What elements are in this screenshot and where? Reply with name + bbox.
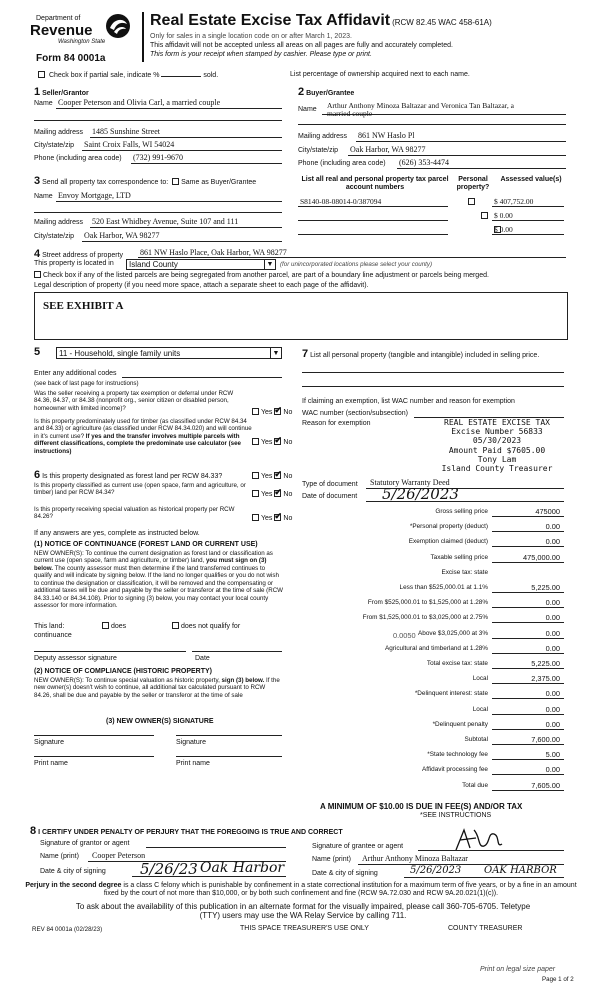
grantor-name-label: Name (print): [40, 853, 79, 860]
tax-row-label: Excise tax: state: [441, 569, 488, 576]
tax-row-value[interactable]: 2,375.00: [531, 674, 560, 683]
buyer-name-line1[interactable]: Arthur Anthony Minoza Baltazar and Veronica Tan Baltazar, a: [327, 101, 514, 110]
tax-row-value[interactable]: 0.00: [545, 705, 560, 714]
tax-row-value[interactable]: 475000: [535, 507, 560, 516]
certify-heading: 8 I CERTIFY UNDER PENALTY OF PERJURY THAT THE FOREGOING IS TRUE AND CORRECT: [30, 825, 343, 837]
buyer-phone[interactable]: (626) 353-4474: [399, 158, 449, 167]
wac-intro: If claiming an exemption, list WAC number and reason for exemption: [302, 398, 515, 405]
tax-row-label: Less than $525,000.01 at 1.1%: [399, 584, 488, 591]
tax-row-value[interactable]: 5,225.00: [531, 583, 560, 592]
assessed-value[interactable]: $ 0.00: [494, 211, 513, 220]
stamp-line-1: REAL ESTATE EXCISE TAX: [444, 418, 550, 427]
partial-pct-field[interactable]: [161, 76, 201, 77]
tax-row-label: Above $3,025,000 at 3%: [418, 630, 488, 637]
stamp-line-5: Tony Lam: [477, 454, 517, 464]
tax-row-label: *Personal property (deduct): [409, 523, 488, 530]
owner-print-field-2[interactable]: [176, 756, 282, 757]
exemption-question: Was the seller receiving a property tax exemption or deferral under RCW 84.36, 84.37, or 84.38 (nonprofit org., senior citizen or disabled person, homeowner with limited income)?: [34, 390, 234, 412]
grantor-city[interactable]: Oak Harbor: [200, 860, 285, 876]
tax-row-label: Local: [472, 706, 488, 713]
owner-signature-field-1[interactable]: [34, 735, 154, 736]
legal-description-text: SEE EXHIBIT A: [43, 300, 124, 312]
doc-date[interactable]: 5/26/2023: [382, 485, 459, 503]
see-instructions-note: *SEE INSTRUCTIONS: [420, 812, 492, 819]
land-use-select[interactable]: 11 - Household, single family units ▼: [56, 347, 282, 359]
tax-row-label: Local: [472, 675, 488, 682]
owner-signature-label-1: Signature: [34, 739, 64, 746]
deputy-signature-field[interactable]: [34, 651, 186, 652]
additional-codes-label: Enter any additional codes: [34, 370, 117, 377]
seller-mail-label: Mailing address: [34, 129, 84, 136]
wa-logo-icon: [104, 12, 132, 40]
logo-dept-line1: Department of: [36, 15, 81, 22]
tax-row-value[interactable]: 475,000.00: [523, 553, 560, 562]
tax-row-label: Affidavit processing fee: [422, 766, 488, 773]
revision-label: REV 84 0001a (02/28/23): [32, 926, 103, 933]
seller-city-label: City/state/zip: [34, 142, 75, 149]
tax-row-value[interactable]: 0.00: [545, 720, 560, 729]
local-rate[interactable]: 0.0050: [393, 631, 416, 640]
title-ref: (RCW 82.45 WAC 458-61A): [392, 18, 492, 27]
tax-row-label: Total excise tax: state: [426, 660, 488, 667]
header-note-2: This affidavit will not be accepted unless all areas on all pages are fully and accurately completed.: [150, 42, 453, 49]
compliance-text: NEW OWNER(S): To continue special valuation as historic property, sign (3) below. If the new owner(s) doesn't wish to continue, all additional tax calculated pursuant to RCW 84.26, shall be due and payable by the seller or transferor at the time of sale: [34, 677, 280, 699]
header-divider: [142, 12, 144, 62]
logo-dept-line2: Revenue: [30, 22, 93, 39]
owner-print-field-1[interactable]: [34, 756, 154, 757]
codes-note: (see back of last page for instructions): [34, 380, 139, 387]
chevron-down-icon: ▼: [270, 348, 281, 358]
tax-row-label: From $525,000.01 to $1,525,000 at 1.28%: [367, 599, 488, 606]
buyer-name-line2[interactable]: married couple: [327, 109, 373, 118]
perjury-note: Perjury in the second degree is a class C felony which is punishable by confinement in a state correctional institution for a maximum term of five years, or by a fine in an amount fixed by the court of not more than $10,000, or by both such confinement and fine (RCW 9A.72.030 and RCW 9A.20.021(1)(c)).: [25, 882, 577, 898]
forest-question: 6 Is this property designated as forest land per RCW 84.33?: [34, 469, 223, 481]
historic-question: Is this property receiving special valuation as historical property per RCW 84.26?: [34, 506, 235, 521]
tax-row-label: Total due: [462, 782, 488, 789]
answers-intro: If any answers are yes, complete as instructed below.: [34, 530, 200, 537]
stamp-line-3: 05/30/2023: [472, 436, 522, 446]
grantee-signature-field[interactable]: [418, 850, 564, 851]
continuance-heading: (1) NOTICE OF CONTINUANCE (FOREST LAND OR CURRENT USE): [34, 541, 258, 548]
timber-question: Is this property predominately used for timber (as classified under RCW 84.34 and 84.33) or agriculture (as classified under RCW 84.34.020) and will continue in it's current use? If yes and the transfer involves multiple parcels with different classifications, complete the predominate use calculator (see instructions): [34, 418, 252, 455]
stamp-line-6: Island County Treasurer: [441, 463, 553, 473]
street-row: 4 Street address of property: [34, 248, 124, 260]
tax-row-label: *Delinquent penalty: [432, 721, 488, 728]
seller-phone-label: Phone (including area code): [34, 155, 122, 162]
legal-description-box[interactable]: [34, 292, 568, 340]
alt-format-line-2: (TTY) users may use the WA Relay Service by calling 711.: [199, 911, 407, 920]
exemption-answer: Yes✔ No: [250, 408, 292, 417]
exemption-reason-label: Reason for exemption: [302, 420, 371, 427]
grantor-signature-field[interactable]: [146, 847, 286, 848]
logo-dept-line3: Washington State: [58, 39, 106, 45]
forest-no-checkbox[interactable]: [274, 472, 281, 479]
tax-corr-city[interactable]: Oak Harbor, WA 98277: [84, 231, 160, 240]
tax-row-value[interactable]: 0.00: [545, 522, 560, 531]
exemption-no-checkbox[interactable]: [274, 408, 281, 415]
tax-row-label: *Delinquent interest: state: [414, 690, 488, 697]
chevron-down-icon: ▼: [264, 260, 275, 269]
grantee-name-label: Name (print): [312, 856, 351, 863]
timber-no-checkbox[interactable]: [274, 438, 281, 445]
forest-yes-checkbox[interactable]: [252, 472, 259, 479]
tax-row-label: *State technology fee: [427, 751, 488, 758]
tax-row-label: Gross selling price: [435, 508, 488, 515]
tax-row-value[interactable]: 5.00: [545, 750, 560, 759]
owner-signature-field-2[interactable]: [176, 735, 282, 736]
treasurer-space-label: THIS SPACE TREASURER'S USE ONLY: [240, 925, 369, 932]
deputy-date-field[interactable]: [192, 651, 282, 652]
header-note-1: Only for sales in a single location code on or after March 1, 2023.: [150, 33, 352, 40]
same-as-buyer-checkbox[interactable]: [172, 178, 179, 185]
buyer-mail[interactable]: 861 NW Haslo Pl: [358, 131, 415, 140]
timber-yes-checkbox[interactable]: [252, 438, 259, 445]
segregated-row: Check box if any of the listed parcels are being segregated from another parcel, are part of a boundary line adjustment or parcels being merged.: [32, 271, 572, 280]
buyer-city[interactable]: Oak Harbor, WA 98277: [350, 145, 426, 154]
tax-row-value[interactable]: 0.00: [545, 613, 560, 622]
county-select[interactable]: Island County ▼: [126, 259, 276, 270]
tax-row-value[interactable]: 5,225.00: [531, 659, 560, 668]
personal-property-checkbox[interactable]: [468, 198, 475, 205]
does-not-checkbox[interactable]: [172, 622, 179, 629]
grantor-name[interactable]: Cooper Peterson: [92, 851, 146, 860]
personal-property-heading: 7 List all personal property (tangible and intangible) included in selling price.: [302, 348, 540, 360]
alt-format-line-1: To ask about the availability of this publication in an alternate format for the visually impaired, please call 360-705-6705. Teletype: [75, 902, 531, 911]
seller-city[interactable]: Saint Croix Falls, WI 54024: [84, 140, 175, 149]
tax-row-value[interactable]: 0.00: [545, 537, 560, 546]
tax-corr-city-label: City/state/zip: [34, 233, 75, 240]
grantor-date[interactable]: 5/26/23: [140, 860, 198, 878]
tax-row-value[interactable]: 0.00: [545, 644, 560, 653]
section5-number: 5: [34, 346, 41, 358]
grantee-signature-label: Signature of grantee or agent: [312, 843, 404, 850]
tax-row-value[interactable]: 0.00: [545, 765, 560, 774]
parcel-col-header: List all real and personal property tax parcel account numbers: [301, 176, 449, 192]
seller-name[interactable]: Cooper Peterson and Olivia Carl, a married couple: [58, 98, 221, 107]
deputy-date-label: Date: [195, 655, 210, 662]
sold-label: sold.: [203, 72, 219, 79]
tax-row-label: Exemption claimed (deduct): [408, 538, 488, 545]
form-number: Form 84 0001a: [36, 53, 106, 64]
treasurer-stamp: [432, 418, 562, 473]
title-text: Real Estate Excise Tax Affidavit: [150, 12, 391, 29]
tax-row-value[interactable]: 0.00: [545, 598, 560, 607]
current-use-answer: Yes✔ No: [250, 490, 292, 499]
partial-sale-label: Check box if partial sale, indicate %: [48, 72, 160, 79]
new-owner-signature-heading: (3) NEW OWNER(S) SIGNATURE: [106, 718, 214, 725]
wac-number-label: WAC number (section/subsection): [302, 410, 408, 417]
tax-row-value[interactable]: 0.00: [545, 689, 560, 698]
current-use-no-checkbox[interactable]: [274, 490, 281, 497]
this-land-label: This land:: [34, 623, 65, 630]
tax-row-label: Subtotal: [464, 736, 488, 743]
grantor-signature-label: Signature of grantor or agent: [40, 840, 130, 847]
owner-print-label-1: Print name: [34, 760, 68, 767]
buyer-heading: 2 Buyer/Grantee: [298, 86, 355, 98]
partial-sale-checkbox[interactable]: [38, 71, 45, 78]
tax-row-label: Agricultural and timberland at 1.28%: [384, 645, 488, 652]
assessed-value[interactable]: $ 0.00: [494, 225, 513, 234]
grantor-date-label: Date & city of signing: [40, 868, 106, 875]
doc-date-label: Date of document: [302, 493, 358, 500]
personal-col-header: Personal property?: [456, 176, 490, 192]
segregated-checkbox[interactable]: [34, 271, 41, 278]
located-in-label: This property is located in: [34, 260, 114, 267]
tax-corr-mail[interactable]: 520 East Whidbey Avenue, Suite 107 and 111: [92, 217, 239, 226]
tax-corr-name[interactable]: Envoy Mortgage, LTD: [58, 191, 131, 200]
additional-codes-field[interactable]: [122, 377, 282, 378]
buyer-mail-label: Mailing address: [298, 133, 348, 140]
does-not-option: does not qualify for: [170, 622, 240, 631]
exemption-yes-checkbox[interactable]: [252, 408, 259, 415]
tax-corr-heading: 3 Send all property tax correspondence to: Same as Buyer/Grantee: [34, 175, 257, 187]
partial-sale-row: [36, 71, 218, 80]
buyer-phone-label: Phone (including area code): [298, 160, 386, 167]
historic-yes-checkbox[interactable]: [252, 514, 259, 521]
personal-property-field-2[interactable]: [302, 386, 564, 387]
tax-row-value[interactable]: 0.00: [545, 629, 560, 638]
doc-type[interactable]: Statutory Warranty Deed: [370, 478, 450, 487]
tax-corr-mail-label: Mailing address: [34, 219, 84, 226]
continuance-label: continuance: [34, 632, 72, 639]
current-use-question: Is this property classified as current use (open space, farm and agriculture, or timber) land per RCW 84.34?: [34, 482, 246, 497]
stamp-line-2: Excise Number 56833: [451, 427, 543, 437]
current-use-yes-checkbox[interactable]: [252, 490, 259, 497]
legal-desc-label: Legal description of property (if you need more space, attach a separate sheet to each page of the affidavit).: [34, 282, 369, 289]
minimum-due-note: A MINIMUM OF $10.00 IS DUE IN FEE(S) AND/OR TAX: [320, 802, 523, 811]
page-title: [150, 12, 492, 30]
deputy-signature-label: Deputy assessor signature: [34, 655, 117, 662]
buyer-name-label: Name: [298, 106, 317, 113]
property-street[interactable]: 861 NW Haslo Place, Oak Harbor, WA 98277: [140, 248, 287, 257]
county-note: (for unincorporated locations please select your county): [280, 261, 433, 268]
ownership-pct-label: List percentage of ownership acquired next to each name.: [290, 71, 470, 78]
seller-phone[interactable]: (732) 991-9670: [133, 153, 183, 162]
grantee-city[interactable]: OAK HARBOR: [484, 865, 557, 876]
grantee-date-label: Date & city of signing: [312, 870, 378, 877]
tax-row-value[interactable]: 7,600.00: [531, 735, 560, 744]
owner-signature-label-2: Signature: [176, 739, 206, 746]
doc-type-label: Type of document: [302, 481, 358, 488]
seller-heading: 1 Seller/Grantor: [34, 86, 89, 98]
header-note-3: This form is your receipt when stamped by cashier. Please type or print.: [150, 51, 372, 58]
tax-row-label: Taxable selling price: [430, 554, 488, 561]
grantee-date[interactable]: 5/26/2023: [410, 865, 462, 876]
historic-answer: Yes✔ No: [250, 514, 292, 523]
parcel-number[interactable]: S8140-08-08014-0/387094: [300, 197, 382, 206]
personal-property-checkbox[interactable]: [481, 212, 488, 219]
stamp-line-4: Amount Paid $7605.00: [448, 445, 546, 455]
legal-paper-note: Print on legal size paper: [480, 966, 556, 973]
seller-mail[interactable]: 1485 Sunshine Street: [92, 127, 160, 136]
grantee-name[interactable]: Arthur Anthony Minoza Baltazar: [362, 854, 468, 863]
buyer-city-label: City/state/zip: [298, 147, 339, 154]
page-number: Page 1 of 2: [542, 976, 574, 983]
tax-row-label: From $1,525,000.01 to $3,025,000 at 2.75%: [362, 614, 488, 621]
tax-corr-name-label: Name: [34, 193, 53, 200]
timber-answer: Yes✔ No: [250, 438, 292, 447]
does-checkbox[interactable]: [102, 622, 109, 629]
county-treasurer-label: COUNTY TREASURER: [448, 925, 523, 932]
seller-name-label: Name: [34, 100, 53, 107]
assessed-value[interactable]: $ 407,752.00: [494, 197, 534, 206]
does-option: does: [100, 622, 126, 631]
continuance-text: NEW OWNER(S): To continue the current designation as forest land or classification as current use (open space, farm and agriculture, or timber) land, you must sign on (3) below. The county assessor must then determine if the land transferred continues to qualify and will indicate by signing below. If the land no longer qualifies or you do not wish to continue the designation or classification, it will be removed and the compensating or additional taxes will be due and payable by the seller or transferor at the time of sale (RCW 84.33.140 or 84.34.108). Prior to signing (3) below, you may contact your local county assessor for more information.: [34, 550, 284, 610]
forest-answer: Yes✔ No: [250, 472, 292, 481]
personal-property-field-1[interactable]: [302, 372, 564, 373]
tax-row-value[interactable]: 7,605.00: [531, 781, 560, 790]
owner-print-label-2: Print name: [176, 760, 210, 767]
compliance-heading: (2) NOTICE OF COMPLIANCE (HISTORIC PROPERTY): [34, 668, 212, 675]
historic-no-checkbox[interactable]: [274, 514, 281, 521]
assessed-col-header: Assessed value(s): [500, 176, 562, 183]
dor-logo: [30, 12, 134, 50]
